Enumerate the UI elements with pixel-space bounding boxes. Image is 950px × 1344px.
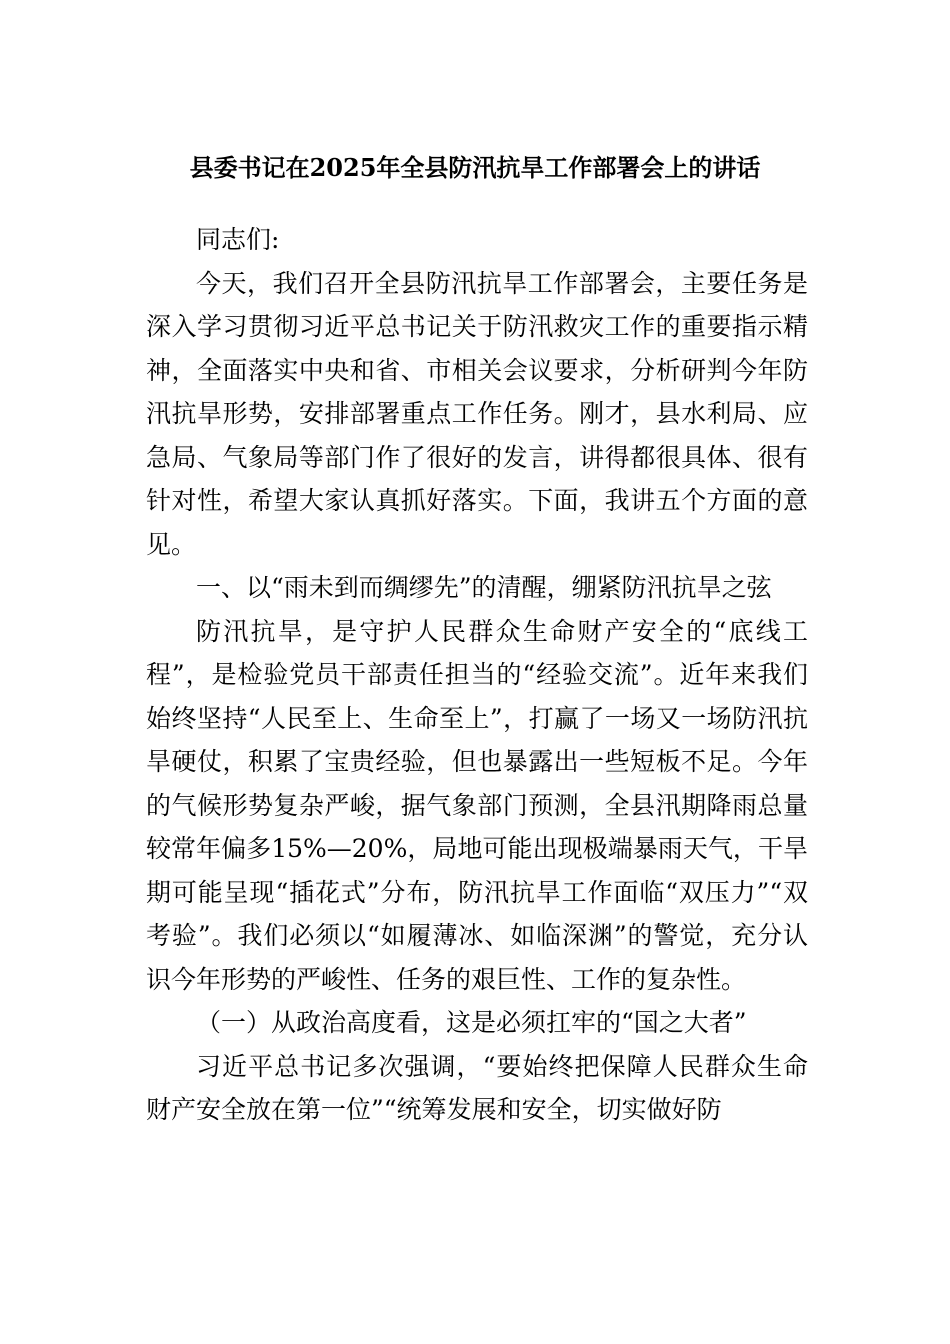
paragraph-section-1: 防汛抗旱，是守护人民群众生命财产安全的“底线工程”，是检验党员干部责任担当的“经验交流”。近年来我们始终坚持“人民至上、生命至上”，打赢了一场又一场防汛抗旱硬仗，积累了宝贵经验，但也暴露出一些短板不足。今年的气候形势复杂严峻，据气象部门预测，全县汛期降雨总量较常年偏多15%—20%，局地可能出现极端暴雨天气，干旱期可能呈现“插花式”分布，防汛抗旱工作面临“双压力”“双考验”。我们必须以“如履薄冰、如临深渊”的警觉，充分认识今年形势的严峻性、任务的艰巨性、工作的复杂性。	[146, 616, 808, 994]
section-heading-1: 一、以“雨未到而绸缪先”的清醒，绷紧防汛抗旱之弦	[196, 573, 772, 602]
subsection-heading-1: （一）从政治高度看，这是必须扛牢的“国之大者”	[196, 1008, 747, 1037]
paragraph-intro: 今天，我们召开全县防汛抗旱工作部署会，主要任务是深入学习贯彻习近平总书记关于防汛救灾工作的重要指示精神，全面落实中央和省、市相关会议要求，分析研判今年防汛抗旱形势，安排部署重点工作任务。刚才，县水利局、应急局、气象局等部门作了很好的发言，讲得都很具体、很有针对性，希望大家认真抓好落实。下面，我讲五个方面的意见。	[146, 268, 808, 559]
paragraph-subsection-1: 习近平总书记多次强调，“要始终把保障人民群众生命财产安全放在第一位”“统筹发展和安全，切实做好防	[146, 1051, 808, 1124]
salutation: 同志们:	[196, 225, 280, 254]
document-title: 县委书记在2025年全县防汛抗旱工作部署会上的讲话	[189, 153, 761, 182]
document-body	[146, 218, 808, 1132]
